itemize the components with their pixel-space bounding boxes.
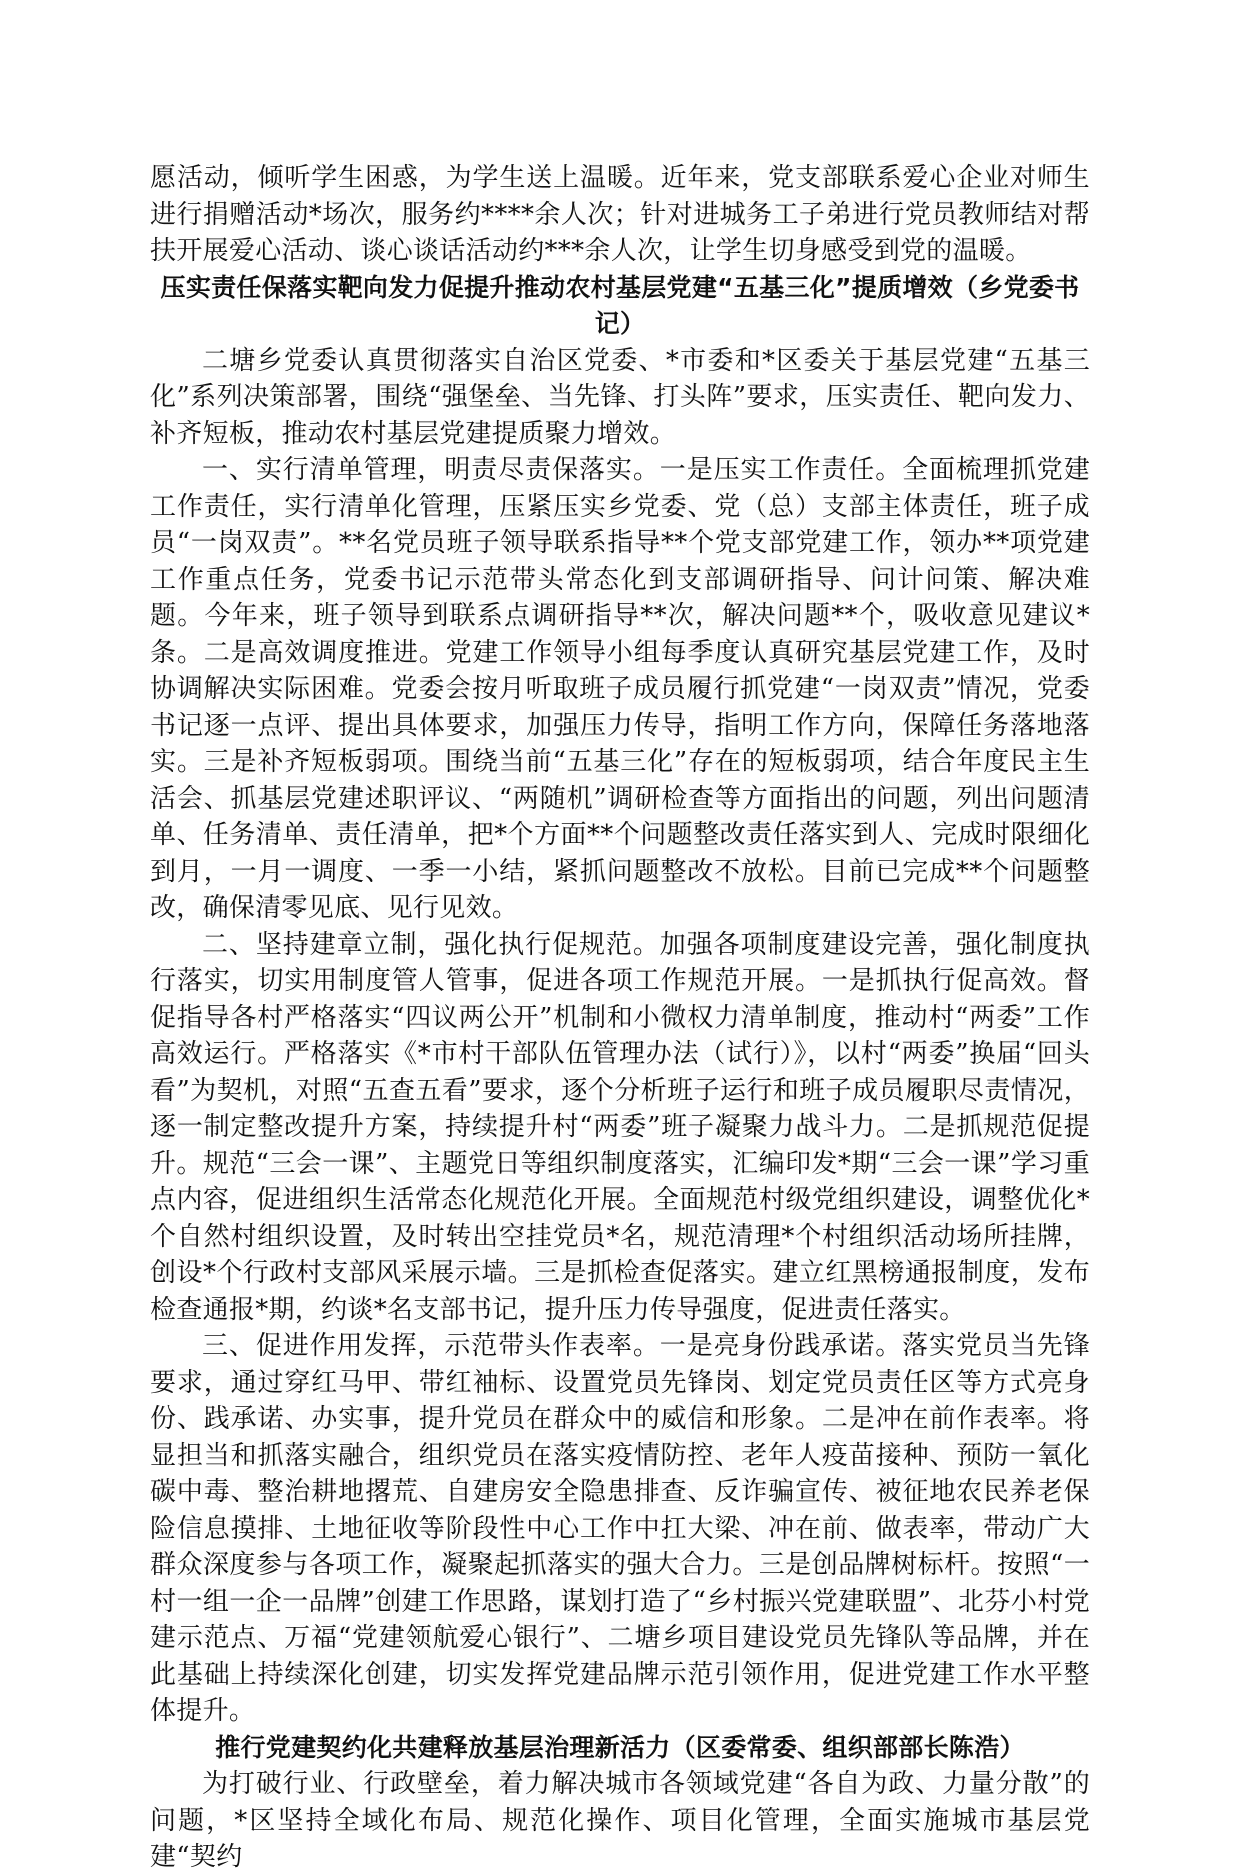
opening-paragraph: 愿活动，倾听学生困惑，为学生送上温暖。近年来，党支部联系爱心企业对师生进行捐赠活动*场次，服务约****余人次；针对进城务工子弟进行党员教师结对帮扶开展爱心活动、谈心谈话活动约***余人次，让学生切身感受到党的温暖。 xyxy=(150,163,1090,266)
section1-point3: 三、促进作用发挥，示范带头作表率。一是亮身份践承诺。落实党员当先锋要求，通过穿红马甲、带红袖标、设置党员先锋岗、划定党员责任区等方式亮身份、践承诺、办实事，提升党员在群众中的威信和形象。二是冲在前作表率。将显担当和抓落实融合，组织党员在落实疫情防控、老年人疫苗接种、预防一氧化碳中毒、整治耕地撂荒、自建房安全隐患排查、反诈骗宣传、被征地农民养老保险信息摸排、土地征收等阶段性中心工作中扛大梁、冲在前、做表率，带动广大群众深度参与各项工作，凝聚起抓落实的强大合力。三是创品牌树标杆。按照“一村一组一企一品牌”创建工作思路，谋划打造了“乡村振兴党建联盟”、北芬小村党建示范点、万福“党建领航爱心银行”、二塘乡项目建设党员先锋队等品牌，并在此基础上持续深化创建，切实发挥党建品牌示范引领作用，促进党建工作水平整体提升。 xyxy=(150,1331,1090,1726)
section1-intro: 二塘乡党委认真贯彻落实自治区党委、*市委和*区委关于基层党建“五基三化”系列决策部署，围绕“强堡垒、当先锋、打头阵”要求，压实责任、靶向发力、补齐短板，推动农村基层党建提质聚力增效。 xyxy=(150,345,1090,449)
section1-title: 压实责任保落实靶向发力促提升推动农村基层党建“五基三化”提质增效（乡党委书记） xyxy=(160,272,1080,338)
section2-title: 推行党建契约化共建释放基层治理新活力（区委常委、组织部部长陈浩） xyxy=(215,1732,1025,1762)
section1-point1: 一、实行清单管理，明责尽责保落实。一是压实工作责任。全面梳理抓党建工作责任，实行清单化管理，压紧压实乡党委、党（总）支部主体责任，班子成员“一岗双责”。**名党员班子领导联系指导**个党支部党建工作，领办**项党建工作重点任务，党委书记示范带头常态化到支部调研指导、问计问策、解决难题。今年来，班子领导到联系点调研指导**次，解决问题**个，吸收意见建议*条。二是高效调度推进。党建工作领导小组每季度认真研究基层党建工作，及时协调解决实际困难。党委会按月听取班子成员履行抓党建“一岗双责”情况，党委书记逐一点评、提出具体要求，加强压力传导，指明工作方向，保障任务落地落实。三是补齐短板弱项。围绕当前“五基三化”存在的短板弱项，结合年度民主生活会、抓基层党建述职评议、“两随机”调研检查等方面指出的问题，列出问题清单、任务清单、责任清单，把*个方面**个问题整改责任落实到人、完成时限细化到月，一月一调度、一季一小结，紧抓问题整改不放松。目前已完成**个问题整改，确保清零见底、见行见效。 xyxy=(150,455,1090,923)
section1-point2: 二、坚持建章立制，强化执行促规范。加强各项制度建设完善，强化制度执行落实，切实用制度管人管事，促进各项工作规范开展。一是抓执行促高效。督促指导各村严格落实“四议两公开”机制和小微权力清单制度，推动村“两委”工作高效运行。严格落实《*市村干部队伍管理办法（试行）》，以村“两委”换届“回头看”为契机，对照“五查五看”要求，逐个分析班子运行和班子成员履职尽责情况，逐一制定整改提升方案，持续提升村“两委”班子凝聚力战斗力。二是抓规范促提升。规范“三会一课”、主题党日等组织制度落实，汇编印发*期“三会一课”学习重点内容，促进组织生活常态化规范化开展。全面规范村级党组织建设，调整优化*个自然村组织设置，及时转出空挂党员*名，规范清理*个村组织活动场所挂牌，创设*个行政村支部风采展示墙。三是抓检查促落实。建立红黑榜通报制度，发布检查通报*期，约谈*名支部书记，提升压力传导强度，促进责任落实。 xyxy=(150,929,1090,1325)
document-page xyxy=(150,160,1090,1876)
section2-intro: 为打破行业、行政壁垒，着力解决城市各领域党建“各自为政、力量分散”的问题，*区坚持全域化布局、规范化操作、项目化管理，全面实施城市基层党建“契约 xyxy=(150,1769,1090,1872)
